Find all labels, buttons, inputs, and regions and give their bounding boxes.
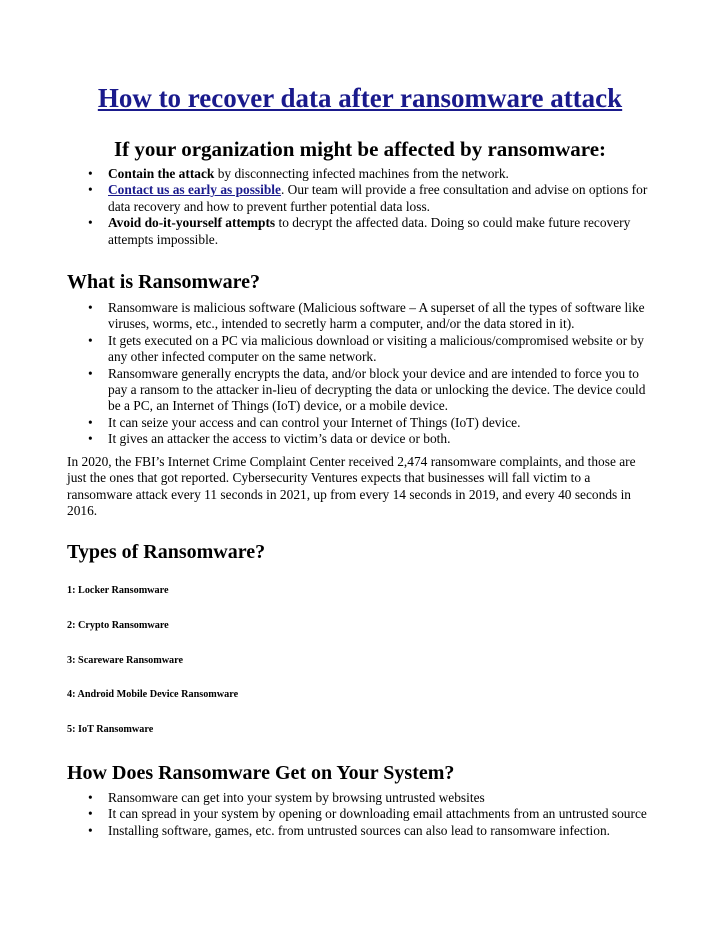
- section-heading-how: How Does Ransomware Get on Your System?: [67, 762, 455, 784]
- list-item: • It can spread in your system by opening or downloading email attachments from an untrusted source: [67, 806, 657, 822]
- how-list: [67, 790, 657, 839]
- type-item: 3: Scareware Ransomware: [67, 655, 184, 666]
- section-heading-what-is: What is Ransomware?: [67, 271, 260, 293]
- page-title: How to recover data after ransomware attack: [97, 83, 623, 113]
- list-item: • Installing software, games, etc. from untrusted sources can also lead to ransomware infection.: [67, 823, 657, 839]
- statistics-paragraph: In 2020, the FBI’s Internet Crime Complaint Center received 2,474 ransomware complaints, and those are just the ones that got reported. Cybersecurity Ventures expects that businesses will fall victim to a ransomware attack every 11 seconds in 2021, up from every 14 seconds in 2019, and every 40 seconds in 2016.: [67, 454, 636, 519]
- list-item: • Ransomware is malicious software (Malicious software – A superset of all the types of software like viruses, worms, etc., intended to secretly harm a computer, and/or the data stored in it).: [67, 300, 657, 333]
- list-item: • It can seize your access and can control your Internet of Things (IoT) device.: [67, 415, 657, 431]
- intro-list: [67, 166, 657, 248]
- list-item-lead: Avoid do-it-yourself attempts: [108, 215, 276, 231]
- list-item-text: . Our team will provide a free consultation and advise on options for data recovery and how to prevent further potential data loss.: [108, 182, 648, 214]
- list-item: • Ransomware generally encrypts the data, and/or block your device and are intended to force you to pay a ransom to the attacker in-lieu of decrypting the data or unlocking the device. The device could be a PC, an Internet of Things (IoT) device, or a mobile device.: [67, 366, 657, 415]
- list-item: [67, 166, 657, 182]
- section-heading-types: Types of Ransomware?: [67, 541, 266, 563]
- list-item: • It gets executed on a PC via malicious download or visiting a malicious/compromised website or by any other infected computer on the same network.: [67, 333, 657, 366]
- list-item: [67, 215, 657, 248]
- type-item: 2: Crypto Ransomware: [67, 620, 169, 631]
- type-item: 5: IoT Ransomware: [67, 724, 154, 735]
- subtitle: If your organization might be affected by ransomware:: [113, 137, 607, 161]
- type-item: 4: Android Mobile Device Ransomware: [67, 689, 239, 700]
- contact-us-link[interactable]: Contact us as early as possible: [108, 182, 281, 198]
- list-item: [67, 182, 657, 215]
- list-item: • It gives an attacker the access to victim’s data or device or both.: [67, 431, 657, 447]
- what-is-list: [67, 300, 657, 448]
- list-item-text: by disconnecting infected machines from the network.: [214, 166, 509, 181]
- type-item: 1: Locker Ransomware: [67, 585, 169, 596]
- list-item-text: to decrypt the affected data. Doing so could make future recovery attempts impossible.: [108, 215, 631, 247]
- list-item-lead: Contain the attack: [108, 166, 215, 181]
- list-item: • Ransomware can get into your system by browsing untrusted websites: [67, 790, 657, 806]
